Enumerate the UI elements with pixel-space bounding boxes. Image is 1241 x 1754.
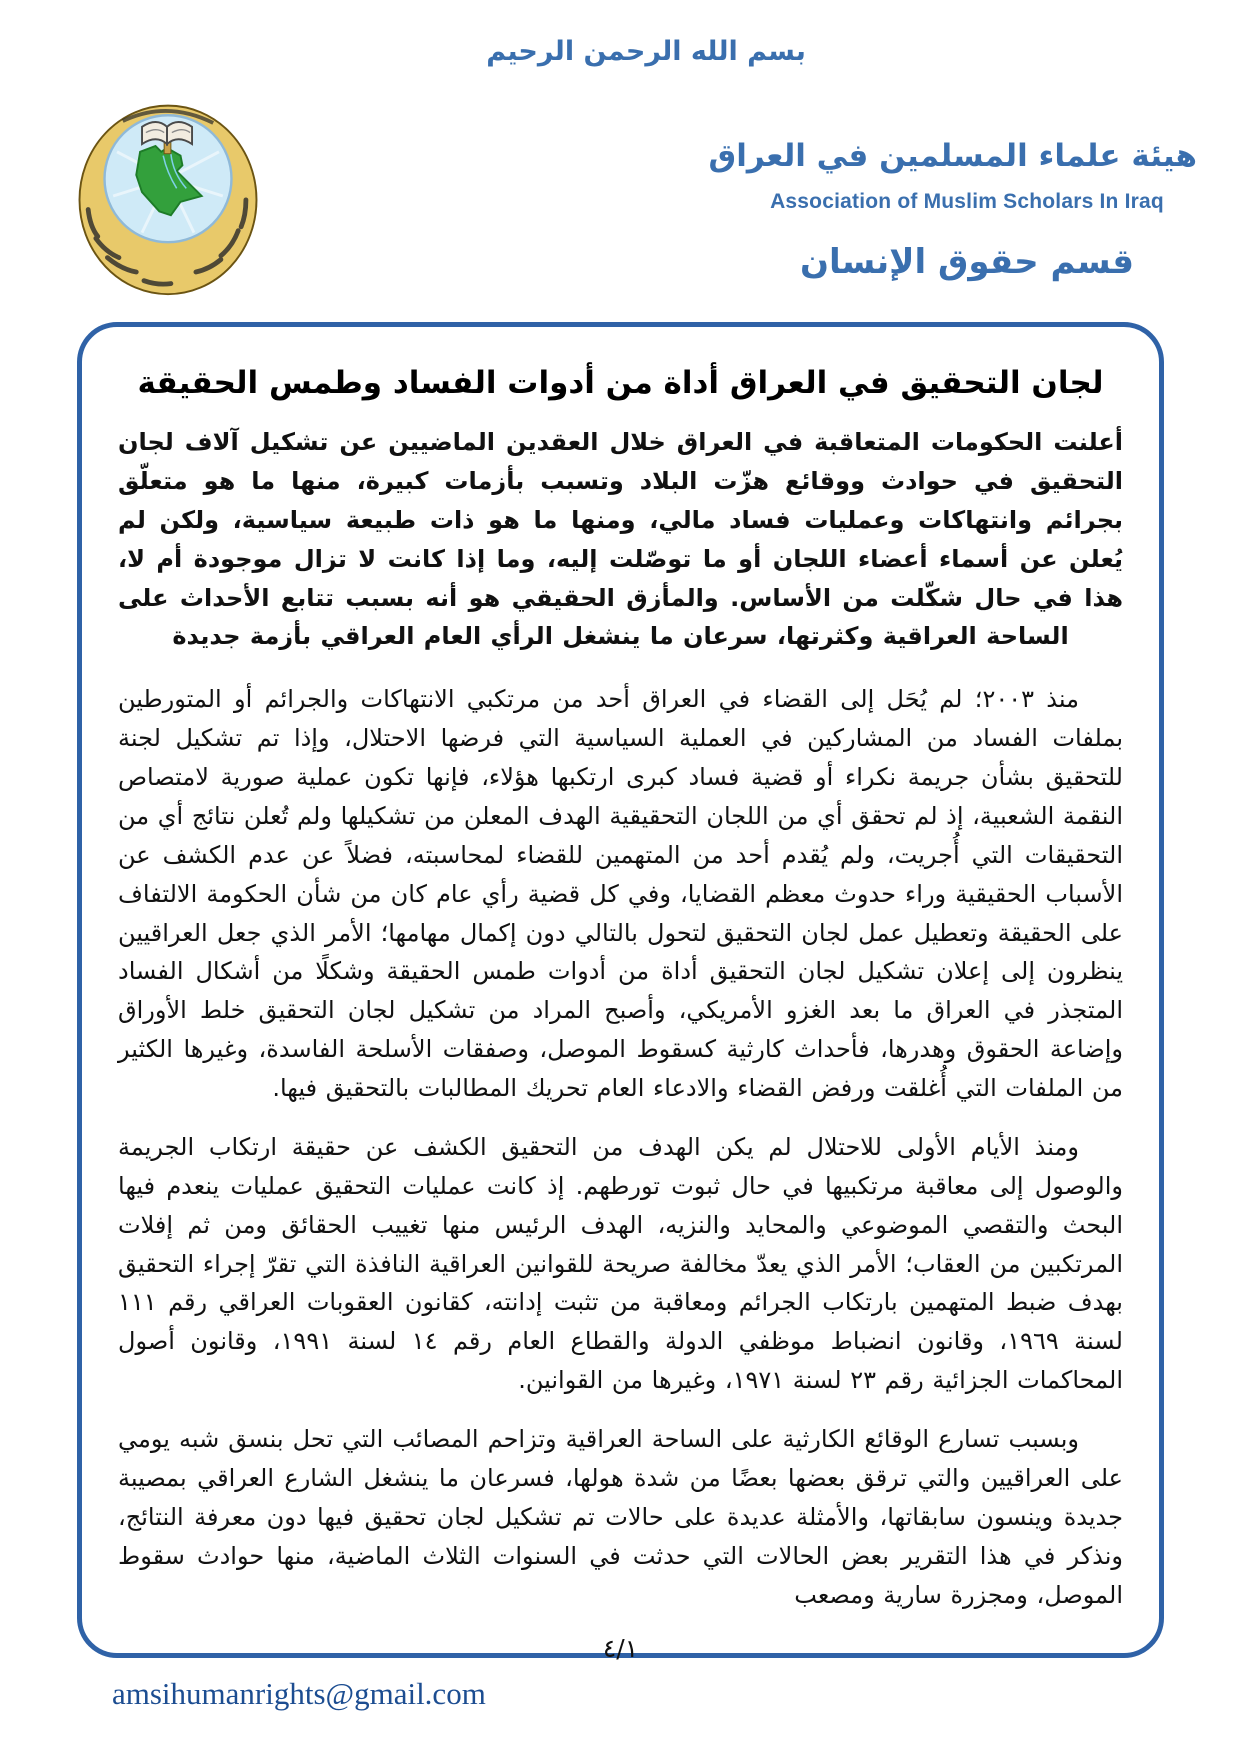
- page-number: ٤/١: [602, 1634, 639, 1664]
- body-paragraph-1: منذ ٢٠٠٣؛ لم يُحَل إلى القضاء في العراق أحد من مرتكبي الانتهاكات والجرائم أو المتورطين بملفات الفساد من المشاركين في العملية السياسية التي فرضها الاحتلال، وإذا تم تشكيل لجنة للتحقيق بشأن جريمة نكراء أو قضية فساد كبرى ارتكبها هؤلاء، فإنها تكون عملية صورية لامتصاص النقمة الشعبية، إذ لم تحقق أي من اللجان التحقيقية الهدف المعلن من تشكيلها ولم تُعلن نتائج أي من التحقيقات التي أُجريت، ولم يُقدم أحد من المتهمين للقضاء لمحاسبته، فضلاً عن عدم الكشف عن الأسباب الحقيقية وراء حدوث معظم القضايا، وفي كل قضية رأي عام كان من شأن الحكومة الالتفاف على الحقيقة وتعطيل عمل لجان التحقيق لتحول بالتالي دون إكمال مهامها؛ الأمر الذي جعل العراقيين ينظرون إلى إعلان تشكيل لجان التحقيق أداة من أدوات طمس الحقيقة وشكلًا من أشكال الفساد المتجذر في العراق ما بعد الغزو الأمريكي، وأصبح المراد من تشكيل لجان التحقيق خلط الأوراق وإضاعة الحقوق وهدرها، فأحداث كارثية كسقوط الموصل، وصفقات الأسلحة الفاسدة، وغيرها الكثير من الملفات التي أُغلقت ورفض القضاء والادعاء العام تحريك المطالبات بالتحقيق فيها.: [118, 685, 1123, 1102]
- organization-header: [708, 116, 1197, 282]
- department-title: قسم حقوق الإنسان: [799, 242, 1134, 282]
- intro-paragraph: أعلنت الحكومات المتعاقبة في العراق خلال العقدين الماضيين عن تشكيل آلاف لجان التحقيق في حوادث ووقائع هزّت البلاد وتسبب بأزمات كبيرة، منها ما هو متعلّق بجرائم وانتهاكات وعمليات فساد مالي، ومنها ما هو ذات طبيعة سياسية، ولكن لم يُعلن عن أسماء أعضاء اللجان أو ما توصّلت إليه، وما إذا كانت لا تزال موجودة أم لا، هذا في حال شكّلت من الأساس. والمأزق الحقيقي هو أنه بسبب تتابع الأحداث على الساحة العراقية وكثرتها، سرعان ما ينشغل الرأي العام العراقي بأزمة جديدة: [118, 428, 1123, 651]
- organization-logo-icon: [64, 96, 272, 298]
- bismillah-calligraphy: بسم الله الرحمن الرحيم: [486, 36, 806, 67]
- report-frame: [77, 322, 1164, 1664]
- contact-email: amsihumanrights@gmail.com: [112, 1676, 486, 1711]
- body-paragraph-3: وبسبب تسارع الوقائع الكارثية على الساحة العراقية وتزاحم المصائب التي تحل بنسق شبه يومي على العراقيين والتي ترقق بعضها بعضًا من شدة هولها، فسرعان ما ينشغل الشارع العراقي بمصيبة جديدة وينسون سابقاتها، والأمثلة عديدة على حالات تم تشكيل لجان تحقيق فيها دون معرفة النتائج، ونذكر في هذا التقرير بعض الحالات التي حدثت في السنوات الثلاث الماضية، منها حوادث سقوط الموصل، ومجزرة سارية ومصعب: [118, 1425, 1123, 1609]
- body-paragraph-2: ومنذ الأيام الأولى للاحتلال لم يكن الهدف من التحقيق الكشف عن حقيقة ارتكاب الجريمة والوصول إلى معاقبة مرتكبيها في حال ثبوت تورطهم. إذ كانت عمليات التحقيق عمليات ينعدم فيها البحث والتقصي الموضوعي والمحايد والنزيه، الهدف الرئيس منها تغييب الحقائق ومن ثم إفلات المرتكبين من العقاب؛ الأمر الذي يعدّ مخالفة صريحة للقوانين العراقية النافذة التي تقرّ إجراء التحقيق بهدف ضبط المتهمين بارتكاب الجرائم ومعاقبة من تثبت إدانته، كقانون العقوبات العراقي رقم ١١١ لسنة ١٩٦٩، وقانون انضباط موظفي الدولة والقطاع العام رقم ١٤ لسنة ١٩٩١، وقانون أصول المحاكمات الجزائية رقم ٢٣ لسنة ١٩٧١، وغيرها من القوانين.: [118, 1132, 1123, 1395]
- org-name-arabic-calligraphy: هيئة علماء المسلمين في العراق: [708, 138, 1197, 174]
- logo-emblem: [64, 96, 272, 298]
- org-name-english: Association of Muslim Scholars In Iraq: [770, 190, 1164, 213]
- report-title: لجان التحقيق في العراق أداة من أدوات الفساد وطمس الحقيقة: [137, 365, 1104, 401]
